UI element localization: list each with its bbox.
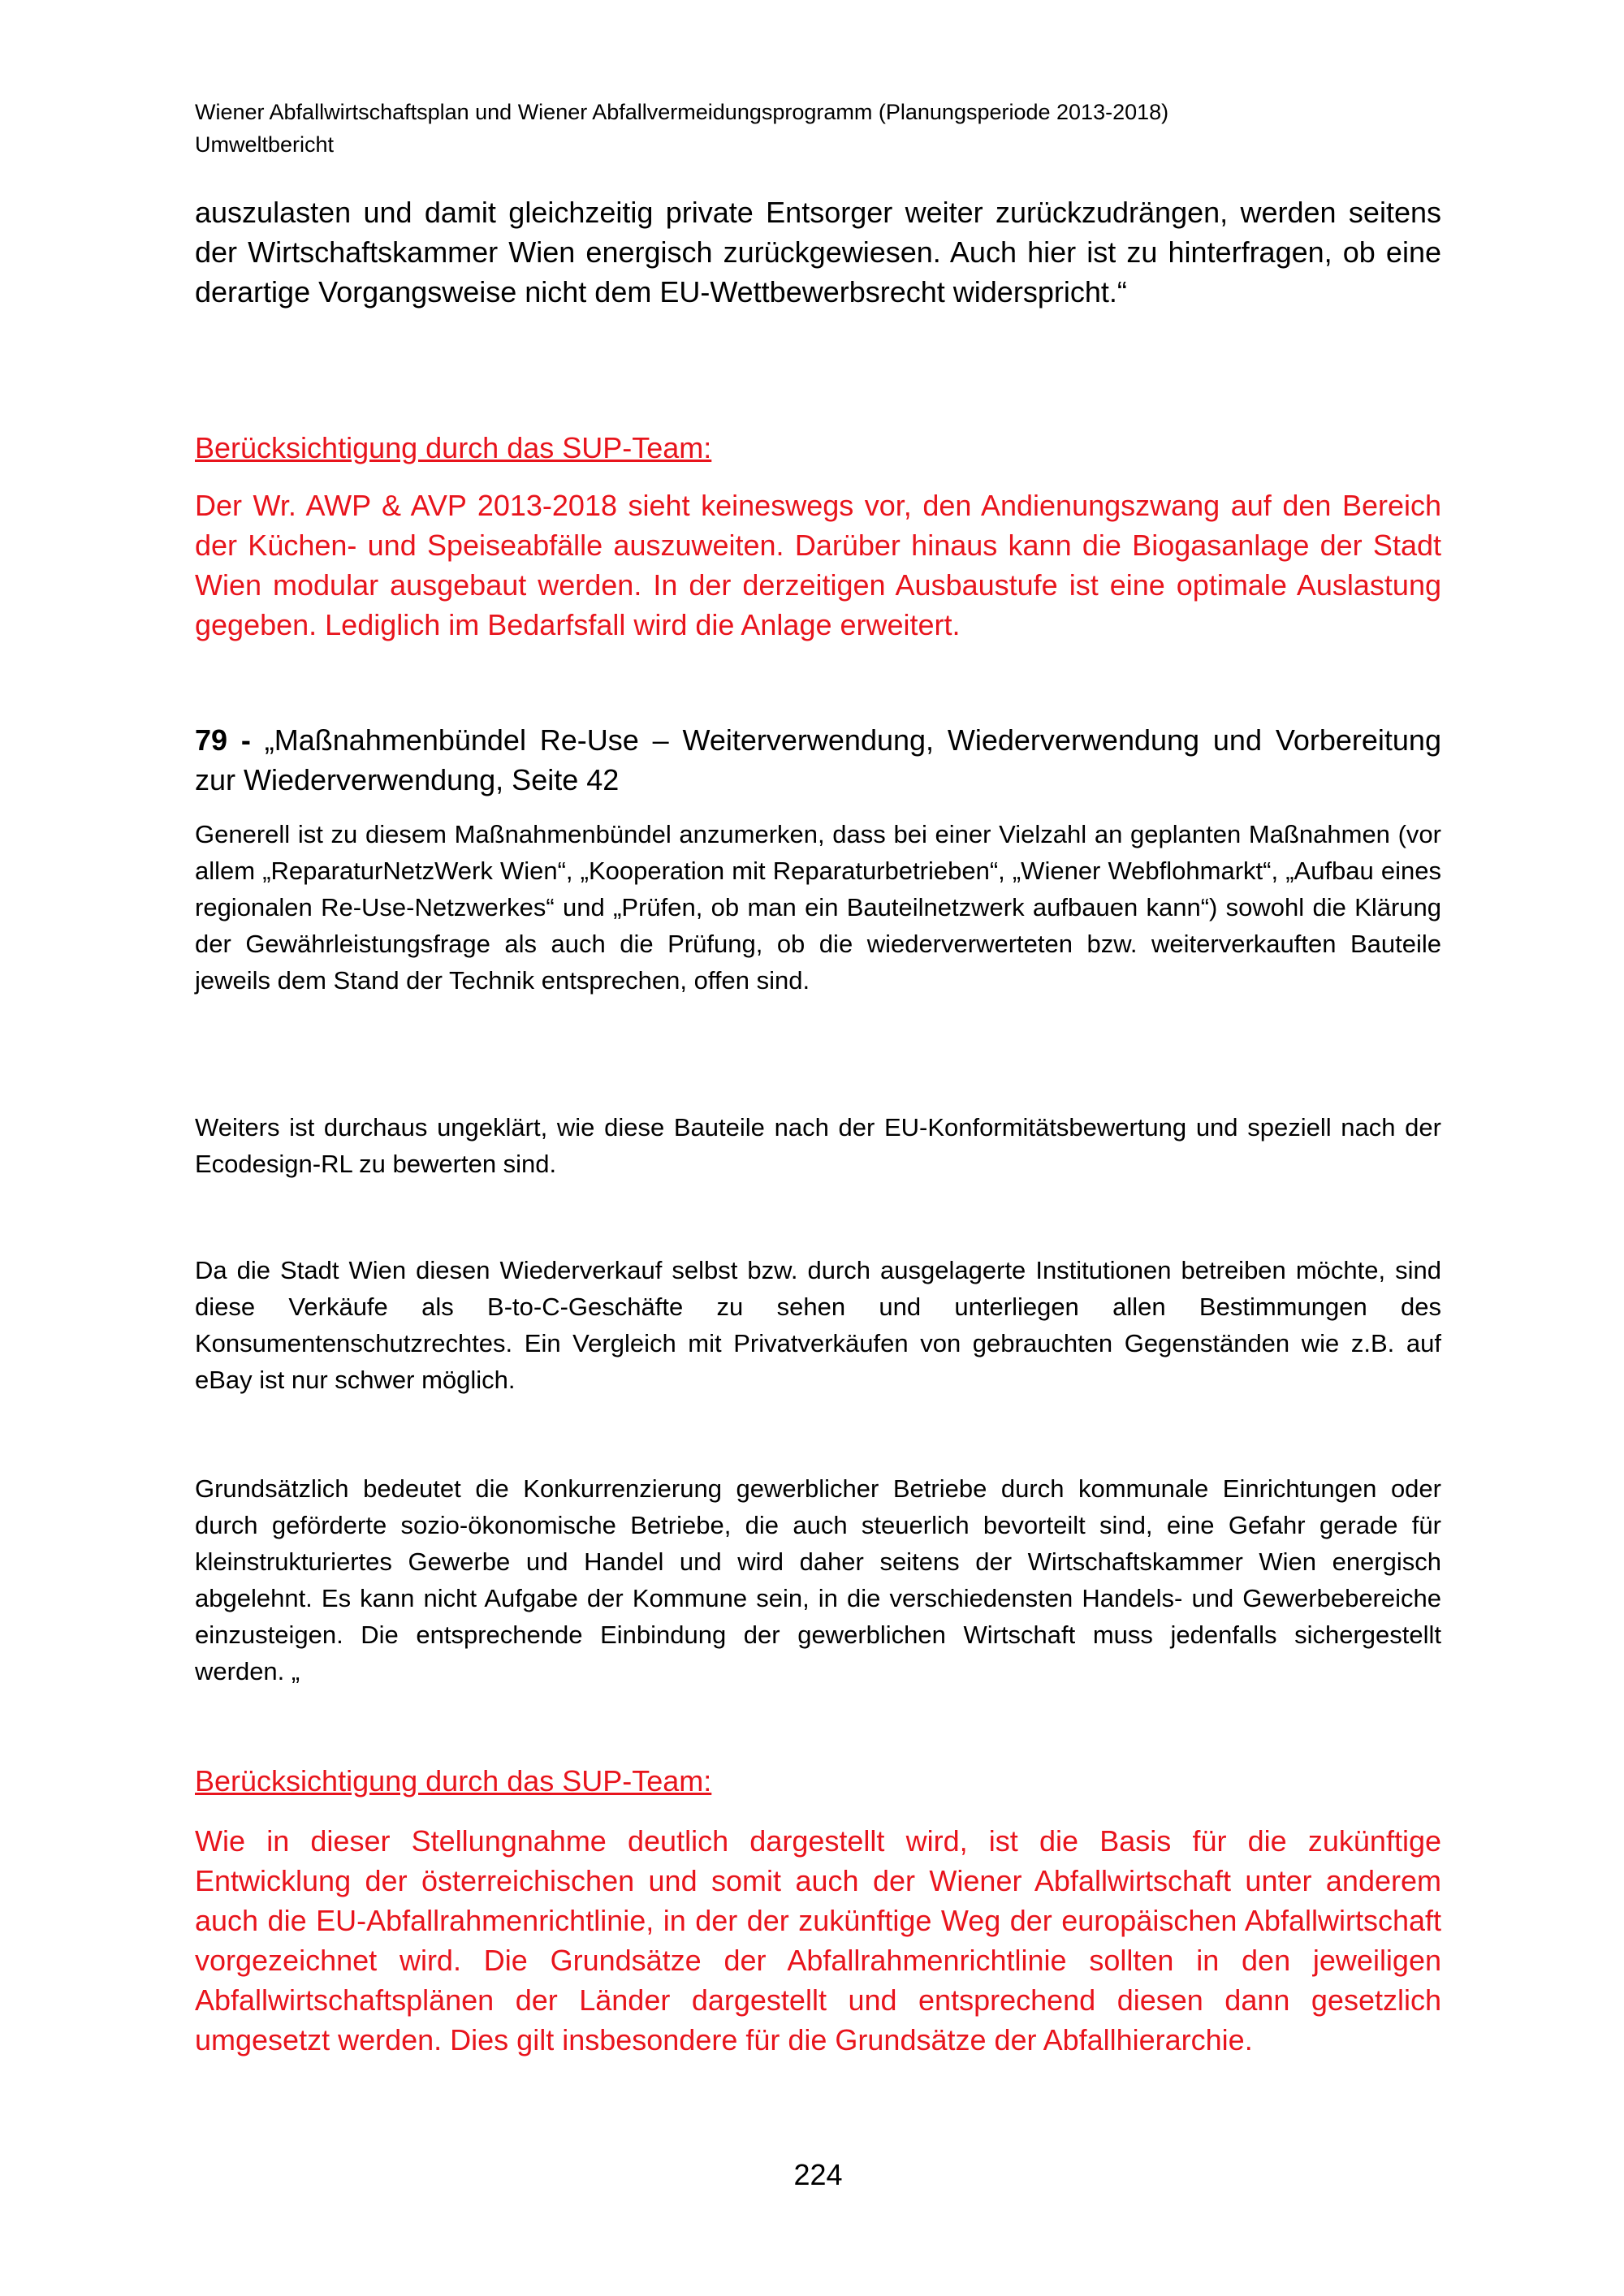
response-heading-2: Berücksichtigung durch das SUP-Team: (195, 1764, 712, 1798)
item-79-paragraph-1: Generell ist zu diesem Maßnahmenbündel anzumerken, dass bei einer Vielzahl an geplanten Maßnahmen (vor allem „ReparaturNetzWerk Wien“, „Kooperation mit Reparaturbetrieben“, „Wiener Webflohmarkt“, „Aufbau eines regionalen Re-Use-Netzwerkes“ und „Prüfen, ob man ein Bauteilnetzwerk aufbauen kann“) sowohl die Klärung der Gewährleistungsfrage als auch die Prüfung, ob die wiederverwerteten bzw. weiterverkauften Bauteile jeweils dem Stand der Technik entsprechen, offen sind. (195, 820, 1441, 995)
response-heading-1: Berücksichtigung durch das SUP-Team: (195, 431, 712, 464)
item-79-title-text: „Maßnahmenbündel Re-Use – Weiterverwendung, Wiederverwendung und Vorbereitung zur Wiederverwendung, Seite 42 (195, 723, 1441, 796)
item-79-paragraph-4: Grundsätzlich bedeutet die Konkurrenzierung gewerblicher Betriebe durch kommunale Einrichtungen oder durch geförderte sozio-ökonomische Betriebe, die auch steuerlich bevorteilt sind, eine Gefahr gerade für kleinstrukturiertes Gewerbe und Handel und wird daher seitens der Wirtschaftskammer Wien energisch abgelehnt. Es kann nicht Aufgabe der Kommune sein, in die verschiedensten Handels- und Gewerbebereiche einzusteigen. Die entsprechende Einbindung der gewerblichen Wirtschaft muss jedenfalls sichergestellt werden. „ (195, 1474, 1441, 1685)
header-subtitle: Umweltbericht (195, 132, 335, 157)
item-79-paragraph-2: Weiters ist durchaus ungeklärt, wie diese Bauteile nach der EU-Konformitätsbewertung und speziell nach der Ecodesign-RL zu bewerten sind. (195, 1113, 1441, 1178)
item-79-number: 79 - (195, 723, 251, 757)
intro-quote-paragraph: auszulasten und damit gleichzeitig private Entsorger weiter zurückzudrängen, werden seitens der Wirtschaftskammer Wien energisch zurückgewiesen. Auch hier ist zu hinterfragen, ob eine derartige Vorgangsweise nicht dem EU-Wettbewerbsrecht widerspricht.“ (195, 196, 1441, 309)
response-text-2: Wie in dieser Stellungnahme deutlich dargestellt wird, ist die Basis für die zukünftige Entwicklung der österreichischen und somit auch der Wiener Abfallwirtschaft unter anderem auch die EU-Abfallrahmenrichtlinie, in der der zukünftige Weg der europäischen Abfallwirtschaft vorgezeichnet wird. Die Grundsätze der Abfallrahmenrichtlinie sollten in den jeweiligen Abfallwirtschaftsplänen der Länder dargestellt und entsprechend diesen dann gesetzlich umgesetzt werden. Dies gilt insbesondere für die Grundsätze der Abfallhierarchie. (195, 1824, 1441, 2056)
page-number: 224 (793, 2158, 843, 2191)
item-79-title (195, 720, 1441, 800)
item-79-paragraph-3: Da die Stadt Wien diesen Wiederverkauf selbst bzw. durch ausgelagerte Institutionen betreiben möchte, sind diese Verkäufe als B-to-C-Geschäfte zu sehen und unterliegen allen Bestimmungen des Konsumentenschutzrechtes. Ein Vergleich mit Privatverkäufen von gebrauchten Gegenständen wie z.B. auf eBay ist nur schwer möglich. (195, 1256, 1441, 1394)
document-page (195, 0, 1441, 2296)
header-title: Wiener Abfallwirtschaftsplan und Wiener Abfallvermeidungsprogramm (Planungsperiode 2013-2018) (195, 100, 1169, 124)
running-header (195, 96, 1441, 161)
response-text-1: Der Wr. AWP & AVP 2013-2018 sieht keineswegs vor, den Andienungszwang auf den Bereich der Küchen- und Speiseabfälle auszuweiten. Darüber hinaus kann die Biogasanlage der Stadt Wien modular ausgebaut werden. In der derzeitigen Ausbaustufe ist eine optimale Auslastung gegeben. Lediglich im Bedarfsfall wird die Anlage erweitert. (195, 489, 1441, 641)
